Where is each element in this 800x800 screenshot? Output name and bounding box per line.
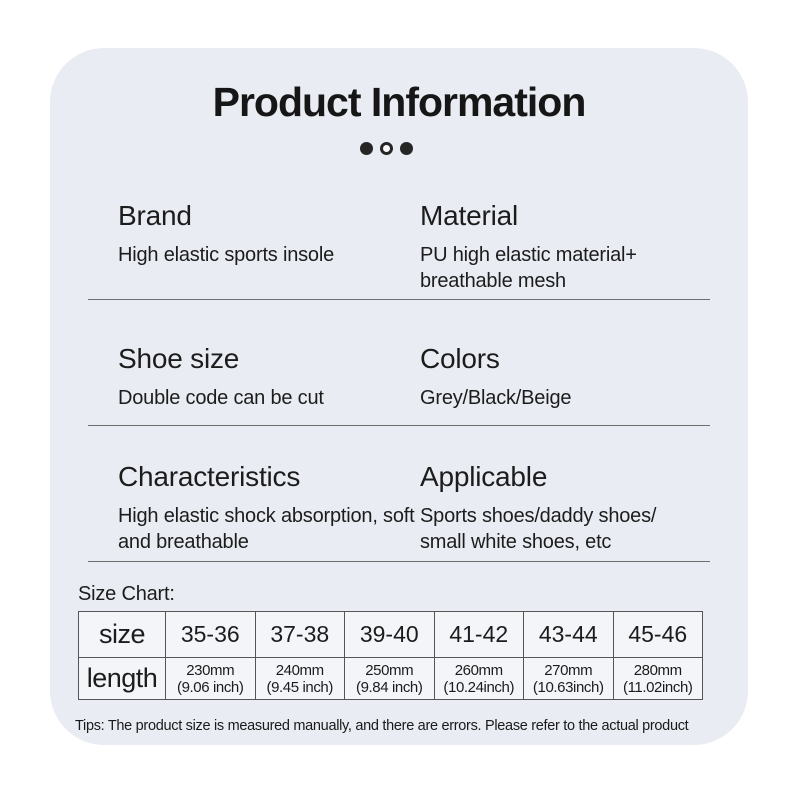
table-cell-size: 39-40 [345, 612, 435, 658]
table-cell-size: 43-44 [524, 612, 614, 658]
spec-heading-material: Material [420, 200, 518, 231]
spec-sections [50, 155, 748, 562]
size-chart-section [50, 582, 748, 700]
spec-body-colors: Grey/Black/Beige [420, 387, 572, 409]
spec-body-shoe-size: Double code can be cut [118, 387, 324, 409]
spec-heading-brand: Brand [118, 200, 192, 231]
page-title: Product Information [212, 79, 586, 125]
product-info-card [50, 48, 748, 745]
table-header-length: length [79, 658, 166, 700]
spec-cell-characteristics [88, 460, 420, 555]
spec-row-brand-material [88, 155, 710, 300]
carousel-dots [50, 142, 735, 155]
length-inch: (9.06 inch) [177, 678, 244, 696]
table-cell-length [524, 658, 614, 700]
length-inch: (9.84 inch) [356, 678, 423, 696]
length-inch: (10.63inch) [532, 678, 604, 696]
length-mm: 270mm [544, 661, 593, 679]
table-cell-size: 45-46 [613, 612, 703, 658]
length-inch: (11.02inch) [622, 678, 693, 696]
spec-cell-brand [88, 199, 420, 294]
length-inch: (9.45 inch) [266, 678, 333, 696]
size-chart-table [78, 611, 703, 700]
spec-cell-material [420, 199, 710, 294]
spec-heading-applicable: Applicable [420, 461, 548, 492]
table-row-size [79, 612, 703, 658]
spec-cell-shoe-size [88, 342, 420, 411]
table-cell-size: 41-42 [434, 612, 524, 658]
table-header-size: size [79, 612, 166, 658]
spec-heading-characteristics: Characteristics [118, 461, 301, 492]
spec-body-characteristics: High elastic shock absorption, soft and breathable [118, 505, 415, 553]
table-cell-length [613, 658, 703, 700]
spec-row-characteristics-applicable [88, 426, 710, 562]
table-cell-length [345, 658, 435, 700]
length-mm: 280mm [633, 661, 682, 679]
length-mm: 250mm [365, 661, 414, 679]
length-inch: (10.24inch) [443, 678, 515, 696]
carousel-dot-filled [360, 142, 373, 155]
length-mm: 240mm [275, 661, 324, 679]
table-row-length [79, 658, 703, 700]
table-cell-length [434, 658, 524, 700]
spec-body-applicable: Sports shoes/daddy shoes/ small white shoes, etc [420, 505, 657, 553]
spec-cell-applicable [420, 460, 710, 555]
spec-row-shoesize-colors [88, 300, 710, 426]
spec-heading-colors: Colors [420, 343, 500, 374]
spec-heading-shoe-size: Shoe size [118, 343, 240, 374]
carousel-dot-hollow [380, 142, 393, 155]
spec-cell-colors [420, 342, 710, 411]
carousel-dot-filled [400, 142, 413, 155]
table-cell-size: 37-38 [255, 612, 345, 658]
size-chart-label: Size Chart: [78, 583, 175, 605]
table-cell-length [166, 658, 256, 700]
length-mm: 230mm [186, 661, 235, 679]
table-cell-size: 35-36 [166, 612, 256, 658]
spec-body-material: PU high elastic material+ breathable mesh [420, 244, 637, 292]
length-mm: 260mm [454, 661, 503, 679]
table-cell-length [255, 658, 345, 700]
spec-body-brand: High elastic sports insole [118, 244, 335, 266]
tips-text: Tips: The product size is measured manually, and there are errors. Please refer to the actual product [75, 718, 689, 734]
